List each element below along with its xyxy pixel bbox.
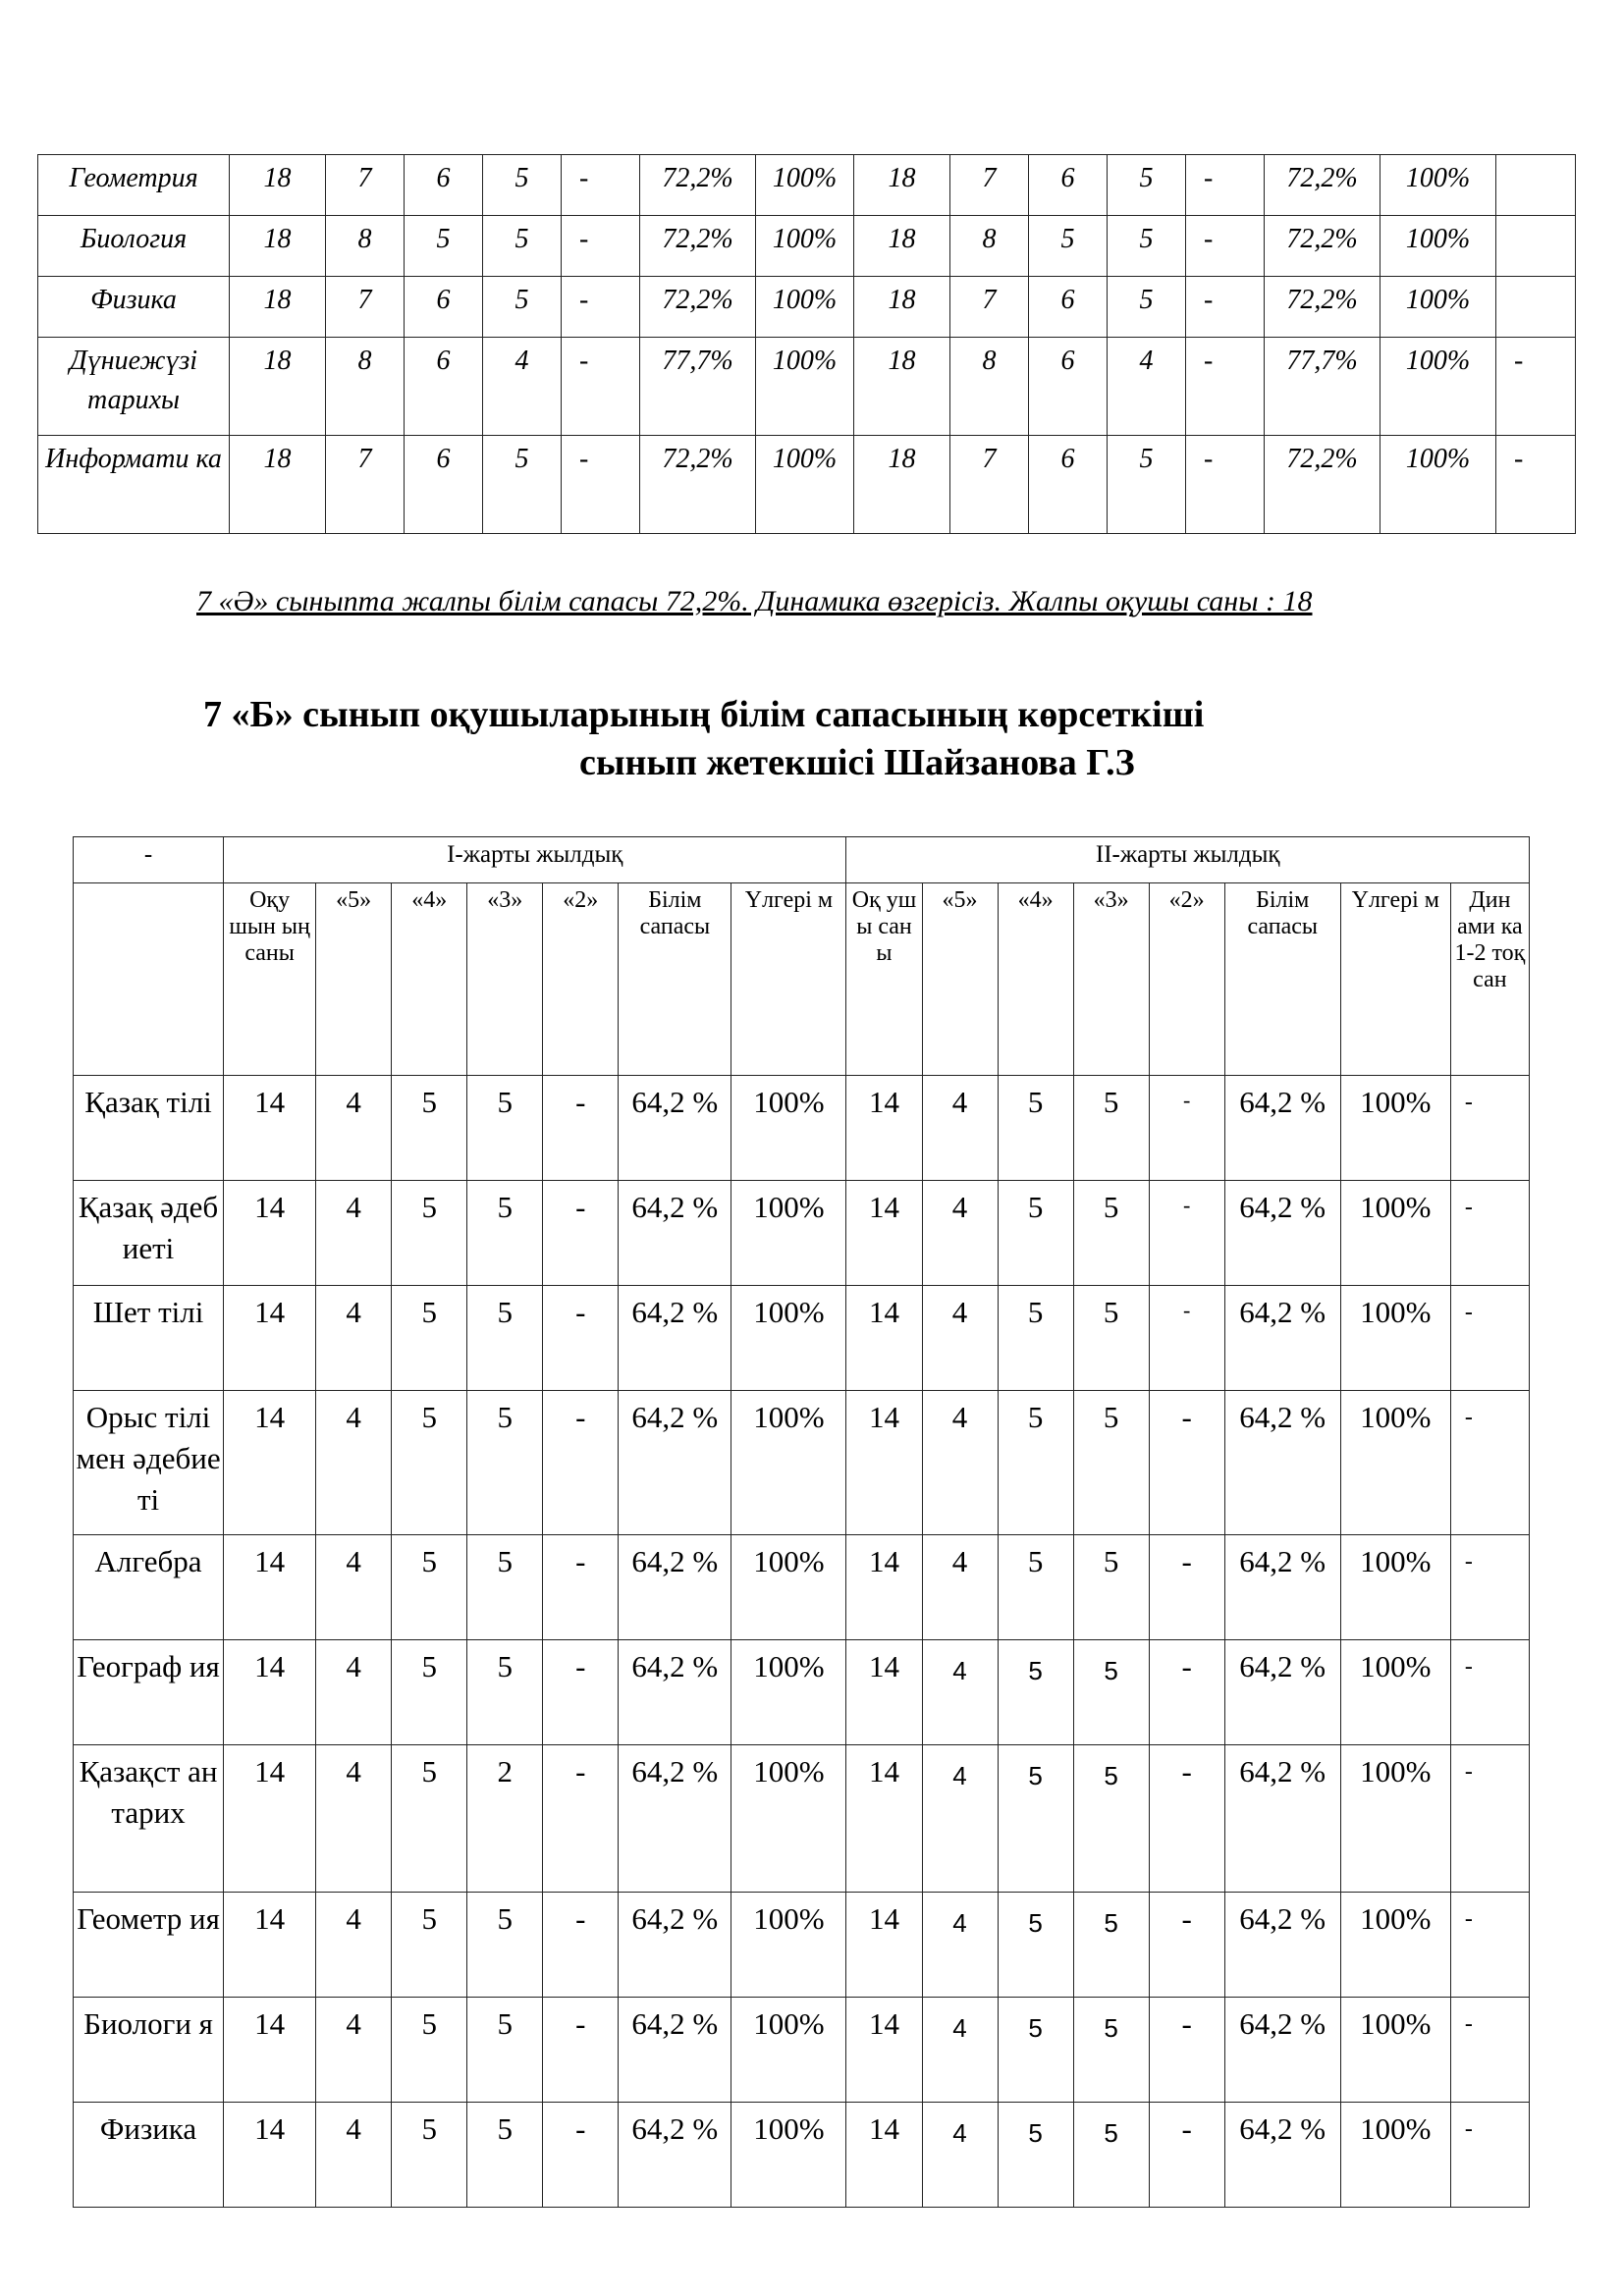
grade-cell: 100%: [731, 1640, 846, 1745]
grade-cell: 64,2 %: [619, 1391, 731, 1535]
grade-cell: 8: [950, 216, 1029, 277]
column-header: Білім сапасы: [619, 883, 731, 1076]
grade-cell: 5: [998, 1076, 1073, 1181]
grade-cell: 4: [922, 2103, 998, 2208]
grade-cell: -: [1149, 1286, 1224, 1391]
column-header: Оқ уш ы сан ы: [846, 883, 922, 1076]
grade-cell: 100%: [731, 1893, 846, 1998]
grade-cell: 6: [1029, 155, 1108, 216]
dynamics-cell: -: [1450, 1640, 1529, 1745]
grade-cell: 5: [998, 1391, 1073, 1535]
grade-cell: 100%: [756, 216, 854, 277]
grade-cell: 4: [922, 1076, 998, 1181]
grade-cell: 100%: [756, 155, 854, 216]
grade-cell: 14: [224, 2103, 316, 2208]
grade-cell: 14: [224, 1640, 316, 1745]
grade-cell: -: [1149, 2103, 1224, 2208]
grade-cell: 7: [950, 436, 1029, 534]
header-row-halves: [74, 837, 1530, 883]
dynamics-cell: -: [1450, 1998, 1529, 2103]
grade-cell: 5: [483, 155, 562, 216]
grade-cell: 64,2 %: [619, 2103, 731, 2208]
grade-cell: 7: [326, 436, 405, 534]
grade-cell: 18: [854, 338, 950, 436]
grade-cell: 100%: [1340, 1998, 1450, 2103]
grade-cell: 7: [950, 277, 1029, 338]
grade-cell: 5: [998, 1893, 1073, 1998]
grade-cell: -: [1186, 338, 1265, 436]
grade-cell: 64,2 %: [1224, 1181, 1340, 1286]
grade-cell: 5: [467, 1181, 543, 1286]
grade-cell: 7: [326, 277, 405, 338]
dynamics-cell: -: [1450, 1391, 1529, 1535]
grade-cell: 6: [1029, 338, 1108, 436]
column-header: «2»: [543, 883, 619, 1076]
subject-cell: Орыс тілі мен әдебиеті: [74, 1391, 224, 1535]
grade-cell: 6: [405, 338, 483, 436]
grade-cell: 18: [854, 155, 950, 216]
grade-cell: 18: [854, 277, 950, 338]
empty-header-cell: [74, 883, 224, 1076]
corner-cell: -: [74, 837, 224, 883]
grade-cell: -: [1186, 216, 1265, 277]
grade-cell: 5: [483, 436, 562, 534]
grade-cell: -: [543, 1998, 619, 2103]
table-row: [74, 1535, 1530, 1640]
subject-cell: Дүниежүзі тарихы: [38, 338, 230, 436]
column-header: Дин ами ка 1-2 тоқ сан: [1450, 883, 1529, 1076]
grade-cell: 5: [467, 1535, 543, 1640]
subject-cell: Информати ка: [38, 436, 230, 534]
grade-cell: 64,2 %: [1224, 1893, 1340, 1998]
grade-cell: 14: [846, 1286, 922, 1391]
grade-cell: 18: [854, 436, 950, 534]
table-row: [74, 1745, 1530, 1893]
grade-cell: 5: [1073, 1076, 1149, 1181]
grade-cell: 5: [1029, 216, 1108, 277]
column-header: «5»: [316, 883, 392, 1076]
grade-cell: 5: [392, 1893, 467, 1998]
subject-cell: Шет тілі: [74, 1286, 224, 1391]
class-summary: 7 «Ә» сыныпта жалпы білім сапасы 72,2%. Динамика өзгерісіз. Жалпы оқушы саны : 18: [196, 585, 1313, 617]
grade-cell: 18: [230, 155, 326, 216]
grade-cell: -: [543, 2103, 619, 2208]
column-header: Үлгері м: [731, 883, 846, 1076]
grade-cell: 64,2 %: [1224, 1745, 1340, 1893]
dynamics-cell: -: [1450, 1535, 1529, 1640]
grade-cell: 100%: [731, 1076, 846, 1181]
grade-cell: -: [1149, 1391, 1224, 1535]
grade-cell: 14: [224, 1076, 316, 1181]
grade-cell: 18: [230, 436, 326, 534]
grades-table-7b: [73, 836, 1530, 2208]
grade-cell: 5: [998, 1745, 1073, 1893]
grade-cell: 100%: [756, 436, 854, 534]
grade-cell: 72,2%: [640, 155, 756, 216]
grade-cell: 5: [998, 2103, 1073, 2208]
grade-cell: 5: [467, 1893, 543, 1998]
grade-cell: -: [543, 1745, 619, 1893]
grade-cell: 5: [1073, 1391, 1149, 1535]
grade-cell: 4: [922, 1998, 998, 2103]
grade-cell: 5: [483, 216, 562, 277]
grade-cell: 64,2 %: [619, 1181, 731, 1286]
grade-cell: 100%: [1340, 1535, 1450, 1640]
grade-cell: 6: [1029, 277, 1108, 338]
grade-cell: 72,2%: [640, 277, 756, 338]
table-row: [74, 1181, 1530, 1286]
grade-cell: 100%: [756, 277, 854, 338]
grade-cell: 14: [224, 1535, 316, 1640]
grade-cell: 8: [326, 338, 405, 436]
dynamics-cell: -: [1450, 1286, 1529, 1391]
grade-cell: 100%: [1380, 216, 1496, 277]
grade-cell: 18: [854, 216, 950, 277]
grade-cell: -: [543, 1640, 619, 1745]
grade-cell: 64,2 %: [1224, 1391, 1340, 1535]
grade-cell: 18: [230, 277, 326, 338]
table-row: [74, 1998, 1530, 2103]
grade-cell: 100%: [1340, 1076, 1450, 1181]
grade-cell: 5: [998, 1640, 1073, 1745]
grade-cell: 4: [316, 1998, 392, 2103]
grade-cell: 72,2%: [1265, 436, 1380, 534]
grade-cell: 5: [392, 1745, 467, 1893]
grade-cell: 5: [392, 1998, 467, 2103]
grade-cell: 14: [224, 1286, 316, 1391]
grade-cell: 4: [922, 1640, 998, 1745]
column-header: «5»: [922, 883, 998, 1076]
grade-cell: 100%: [731, 1535, 846, 1640]
grade-cell: 4: [316, 1181, 392, 1286]
section-title: 7 «Б» сынып оқушыларының білім сапасының көрсеткіші: [203, 694, 1205, 735]
grade-cell: 14: [846, 1535, 922, 1640]
grade-cell: 64,2 %: [619, 1640, 731, 1745]
grade-cell: 100%: [731, 1181, 846, 1286]
grade-cell: -: [1186, 155, 1265, 216]
grade-cell: 4: [316, 1535, 392, 1640]
grade-cell: -: [562, 436, 640, 534]
dynamics-cell: [1496, 155, 1576, 216]
grade-cell: 100%: [1380, 155, 1496, 216]
dynamics-cell: -: [1450, 2103, 1529, 2208]
grade-cell: 6: [405, 155, 483, 216]
grade-cell: 5: [392, 1640, 467, 1745]
grade-cell: 5: [467, 1076, 543, 1181]
subject-cell: Физика: [74, 2103, 224, 2208]
grade-cell: -: [1149, 1998, 1224, 2103]
grade-cell: 64,2 %: [619, 1893, 731, 1998]
subject-cell: Қазақст ан тарих: [74, 1745, 224, 1893]
grade-cell: 4: [316, 1286, 392, 1391]
table-row: [74, 1076, 1530, 1181]
grade-cell: 5: [467, 2103, 543, 2208]
dynamics-cell: -: [1450, 1745, 1529, 1893]
table-row: [38, 436, 1576, 534]
grade-cell: 100%: [731, 1391, 846, 1535]
dynamics-cell: -: [1450, 1893, 1529, 1998]
grade-cell: 100%: [1340, 2103, 1450, 2208]
grade-cell: 72,2%: [1265, 216, 1380, 277]
grade-cell: 14: [224, 1181, 316, 1286]
grade-cell: 14: [846, 1640, 922, 1745]
grade-cell: 18: [230, 338, 326, 436]
grade-cell: 100%: [1380, 436, 1496, 534]
grade-cell: 4: [922, 1391, 998, 1535]
grade-cell: 5: [392, 1076, 467, 1181]
column-header: Үлгері м: [1340, 883, 1450, 1076]
grade-cell: 5: [392, 1535, 467, 1640]
dynamics-cell: -: [1450, 1181, 1529, 1286]
table-row: [74, 1286, 1530, 1391]
column-header: «3»: [467, 883, 543, 1076]
grade-cell: 4: [922, 1745, 998, 1893]
grade-cell: 100%: [1380, 338, 1496, 436]
grade-cell: 5: [392, 1391, 467, 1535]
grade-cell: 100%: [731, 1286, 846, 1391]
dynamics-cell: -: [1496, 338, 1576, 436]
grade-cell: 14: [846, 2103, 922, 2208]
grade-cell: 2: [467, 1745, 543, 1893]
grade-cell: 14: [846, 1745, 922, 1893]
grade-cell: -: [562, 277, 640, 338]
table-row: [38, 338, 1576, 436]
grade-cell: -: [543, 1181, 619, 1286]
class-teacher-line: сынып жетекшісі Шайзанова Г.З: [579, 742, 1135, 783]
grade-cell: 5: [1073, 2103, 1149, 2208]
grade-cell: 64,2 %: [1224, 1286, 1340, 1391]
grade-cell: 4: [922, 1535, 998, 1640]
dynamics-cell: -: [1496, 436, 1576, 534]
grade-cell: 14: [846, 1893, 922, 1998]
grade-cell: 5: [467, 1998, 543, 2103]
grade-cell: 77,7%: [640, 338, 756, 436]
grade-cell: -: [1149, 1076, 1224, 1181]
grade-cell: 5: [998, 1286, 1073, 1391]
grade-cell: 5: [998, 1535, 1073, 1640]
grade-cell: 100%: [1340, 1391, 1450, 1535]
grade-cell: 5: [1108, 155, 1186, 216]
grade-cell: 100%: [756, 338, 854, 436]
grade-cell: 14: [224, 1998, 316, 2103]
grade-cell: -: [1149, 1745, 1224, 1893]
grade-cell: 6: [405, 277, 483, 338]
grade-cell: 7: [326, 155, 405, 216]
grade-cell: -: [543, 1391, 619, 1535]
grade-cell: 5: [483, 277, 562, 338]
grade-cell: 4: [316, 2103, 392, 2208]
subject-cell: Биология: [38, 216, 230, 277]
grade-cell: 64,2 %: [1224, 2103, 1340, 2208]
grade-cell: -: [543, 1076, 619, 1181]
grade-cell: 100%: [1340, 1745, 1450, 1893]
grade-cell: 77,7%: [1265, 338, 1380, 436]
column-header: «4»: [998, 883, 1073, 1076]
grade-cell: 5: [1073, 1640, 1149, 1745]
grade-cell: 4: [483, 338, 562, 436]
grade-cell: 5: [1073, 1535, 1149, 1640]
grade-cell: -: [543, 1893, 619, 1998]
grade-cell: 5: [1073, 1181, 1149, 1286]
column-header: «4»: [392, 883, 467, 1076]
grade-cell: 72,2%: [1265, 277, 1380, 338]
grades-table-7a-continued: [37, 154, 1576, 534]
grade-cell: -: [543, 1535, 619, 1640]
grade-cell: 64,2 %: [619, 1745, 731, 1893]
column-header: «3»: [1073, 883, 1149, 1076]
grade-cell: 100%: [1340, 1640, 1450, 1745]
grade-cell: 6: [405, 436, 483, 534]
grade-cell: 100%: [1340, 1286, 1450, 1391]
grade-cell: -: [562, 338, 640, 436]
grade-cell: 5: [1108, 277, 1186, 338]
grade-cell: 5: [392, 1181, 467, 1286]
grade-cell: 14: [224, 1745, 316, 1893]
subject-cell: Биологи я: [74, 1998, 224, 2103]
grade-cell: 4: [922, 1181, 998, 1286]
grade-cell: 64,2 %: [1224, 1998, 1340, 2103]
column-header: «2»: [1149, 883, 1224, 1076]
grade-cell: 4: [316, 1745, 392, 1893]
grade-cell: 72,2%: [640, 436, 756, 534]
grade-cell: 64,2 %: [1224, 1640, 1340, 1745]
table-row: [38, 216, 1576, 277]
grade-cell: 5: [467, 1640, 543, 1745]
grade-cell: 64,2 %: [619, 1998, 731, 2103]
grade-cell: 14: [846, 1076, 922, 1181]
subject-cell: Алгебра: [74, 1535, 224, 1640]
table-row: [38, 155, 1576, 216]
grade-cell: 72,2%: [1265, 155, 1380, 216]
grade-cell: -: [1149, 1640, 1224, 1745]
table-row: [74, 2103, 1530, 2208]
grade-cell: 100%: [731, 1745, 846, 1893]
grade-cell: -: [543, 1286, 619, 1391]
grade-cell: -: [1149, 1535, 1224, 1640]
dynamics-cell: [1496, 216, 1576, 277]
grade-cell: 5: [998, 1181, 1073, 1286]
grade-cell: 100%: [1340, 1181, 1450, 1286]
subject-cell: Қазақ әдебиеті: [74, 1181, 224, 1286]
half2-header: II-жарты жылдық: [846, 837, 1530, 883]
grade-cell: 4: [922, 1286, 998, 1391]
grade-cell: 100%: [1340, 1893, 1450, 1998]
table-row: [38, 277, 1576, 338]
grade-cell: 100%: [731, 1998, 846, 2103]
grade-cell: 5: [1073, 1745, 1149, 1893]
grade-cell: 4: [316, 1640, 392, 1745]
subject-cell: Қазақ тілі: [74, 1076, 224, 1181]
grade-cell: 5: [1073, 1893, 1149, 1998]
header-row-columns: [74, 883, 1530, 1076]
subject-cell: Геометр ия: [74, 1893, 224, 1998]
grade-cell: 100%: [1380, 277, 1496, 338]
subject-cell: Геометрия: [38, 155, 230, 216]
grade-cell: 5: [392, 1286, 467, 1391]
grade-cell: 5: [1108, 436, 1186, 534]
grade-cell: 5: [1073, 1286, 1149, 1391]
grade-cell: 5: [467, 1286, 543, 1391]
grade-cell: 5: [392, 2103, 467, 2208]
grade-cell: -: [562, 216, 640, 277]
table-row: [74, 1893, 1530, 1998]
grade-cell: -: [562, 155, 640, 216]
grade-cell: 4: [316, 1076, 392, 1181]
grade-cell: -: [1186, 436, 1265, 534]
grade-cell: 8: [950, 338, 1029, 436]
grade-cell: 4: [316, 1391, 392, 1535]
grade-cell: 5: [405, 216, 483, 277]
grade-cell: 14: [846, 1181, 922, 1286]
grade-cell: 64,2 %: [619, 1076, 731, 1181]
grade-cell: 5: [1073, 1998, 1149, 2103]
grade-cell: 64,2 %: [1224, 1076, 1340, 1181]
dynamics-cell: [1496, 277, 1576, 338]
grade-cell: 64,2 %: [619, 1286, 731, 1391]
grade-cell: 8: [326, 216, 405, 277]
column-header: Оқу шын ың саны: [224, 883, 316, 1076]
grade-cell: 7: [950, 155, 1029, 216]
grade-cell: 4: [922, 1893, 998, 1998]
grade-cell: -: [1149, 1893, 1224, 1998]
grade-cell: 14: [846, 1391, 922, 1535]
table-row: [74, 1640, 1530, 1745]
half1-header: I-жарты жылдық: [224, 837, 846, 883]
grade-cell: 100%: [731, 2103, 846, 2208]
grade-cell: 5: [998, 1998, 1073, 2103]
column-header: Білім сапасы: [1224, 883, 1340, 1076]
grade-cell: 64,2 %: [619, 1535, 731, 1640]
grade-cell: 14: [846, 1998, 922, 2103]
grade-cell: 72,2%: [640, 216, 756, 277]
grade-cell: 18: [230, 216, 326, 277]
grade-cell: 64,2 %: [1224, 1535, 1340, 1640]
grade-cell: 14: [224, 1391, 316, 1535]
grade-cell: 4: [1108, 338, 1186, 436]
dynamics-cell: -: [1450, 1076, 1529, 1181]
grade-cell: 6: [1029, 436, 1108, 534]
grade-cell: 4: [316, 1893, 392, 1998]
table-row: [74, 1391, 1530, 1535]
grade-cell: 14: [224, 1893, 316, 1998]
grade-cell: -: [1149, 1181, 1224, 1286]
grade-cell: 5: [1108, 216, 1186, 277]
grade-cell: 5: [467, 1391, 543, 1535]
subject-cell: Географ ия: [74, 1640, 224, 1745]
subject-cell: Физика: [38, 277, 230, 338]
grade-cell: -: [1186, 277, 1265, 338]
